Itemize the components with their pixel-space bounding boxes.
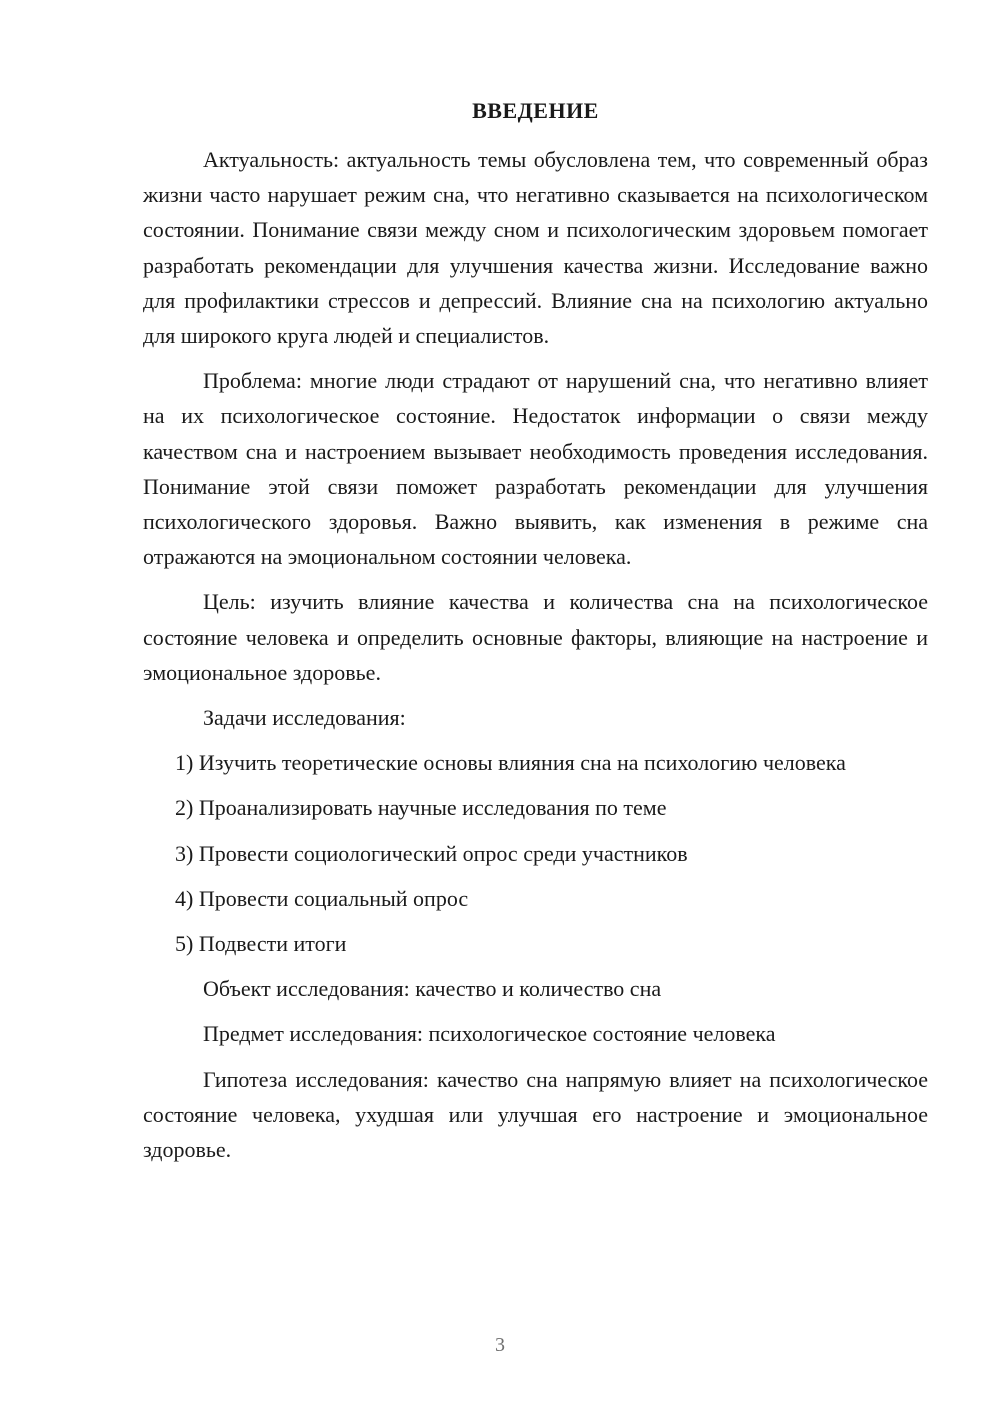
task-item-1: 1) Изучить теоретические основы влияния сна на психологию человека bbox=[175, 750, 846, 776]
document-page bbox=[143, 96, 928, 1177]
section-title: ВВЕДЕНИЕ bbox=[472, 98, 599, 123]
task-item-2: 2) Проанализировать научные исследования по теме bbox=[175, 795, 667, 821]
object-paragraph: Объект исследования: качество и количество сна bbox=[203, 976, 662, 1002]
subject-paragraph: Предмет исследования: психологическое состояние человека bbox=[203, 1021, 776, 1047]
goal-paragraph: Цель: изучить влияние качества и количества сна на психологическое состояние человека и определить основные факторы, влияющие на настроение и эмоциональное здоровье. bbox=[143, 589, 928, 685]
relevance-paragraph: Актуальность: актуальность темы обусловлена тем, что современный образ жизни часто нарушает режим сна, что негативно сказывается на психологическом состоянии. Понимание связи между сном и психологическим здоровьем помогает разработать рекомендации для улучшения качества жизни. Исследование важно для профилактики стрессов и депрессий. Влияние сна на психологию актуально для широкого круга людей и специалистов. bbox=[143, 147, 928, 349]
task-item-5: 5) Подвести итоги bbox=[175, 931, 347, 957]
page-number: 3 bbox=[495, 1334, 505, 1356]
task-item-4: 4) Провести социальный опрос bbox=[175, 885, 469, 911]
tasks-heading: Задачи исследования: bbox=[203, 705, 406, 731]
problem-paragraph: Проблема: многие люди страдают от нарушений сна, что негативно влияет на их психологическое состояние. Недостаток информации о связи между качеством сна и настроением вызывает необходимость проведения исследования. Понимание этой связи поможет разработать рекомендации для улучшения психологического здоровья. Важно выявить, как изменения в режиме сна отражаются на эмоциональном состоянии человека. bbox=[143, 368, 928, 570]
hypothesis-paragraph: Гипотеза исследования: качество сна напрямую влияет на психологическое состояние человека, ухудшая или улучшая его настроение и эмоциональное здоровье. bbox=[143, 1066, 928, 1163]
task-item-3: 3) Провести социологический опрос среди участников bbox=[175, 840, 688, 866]
